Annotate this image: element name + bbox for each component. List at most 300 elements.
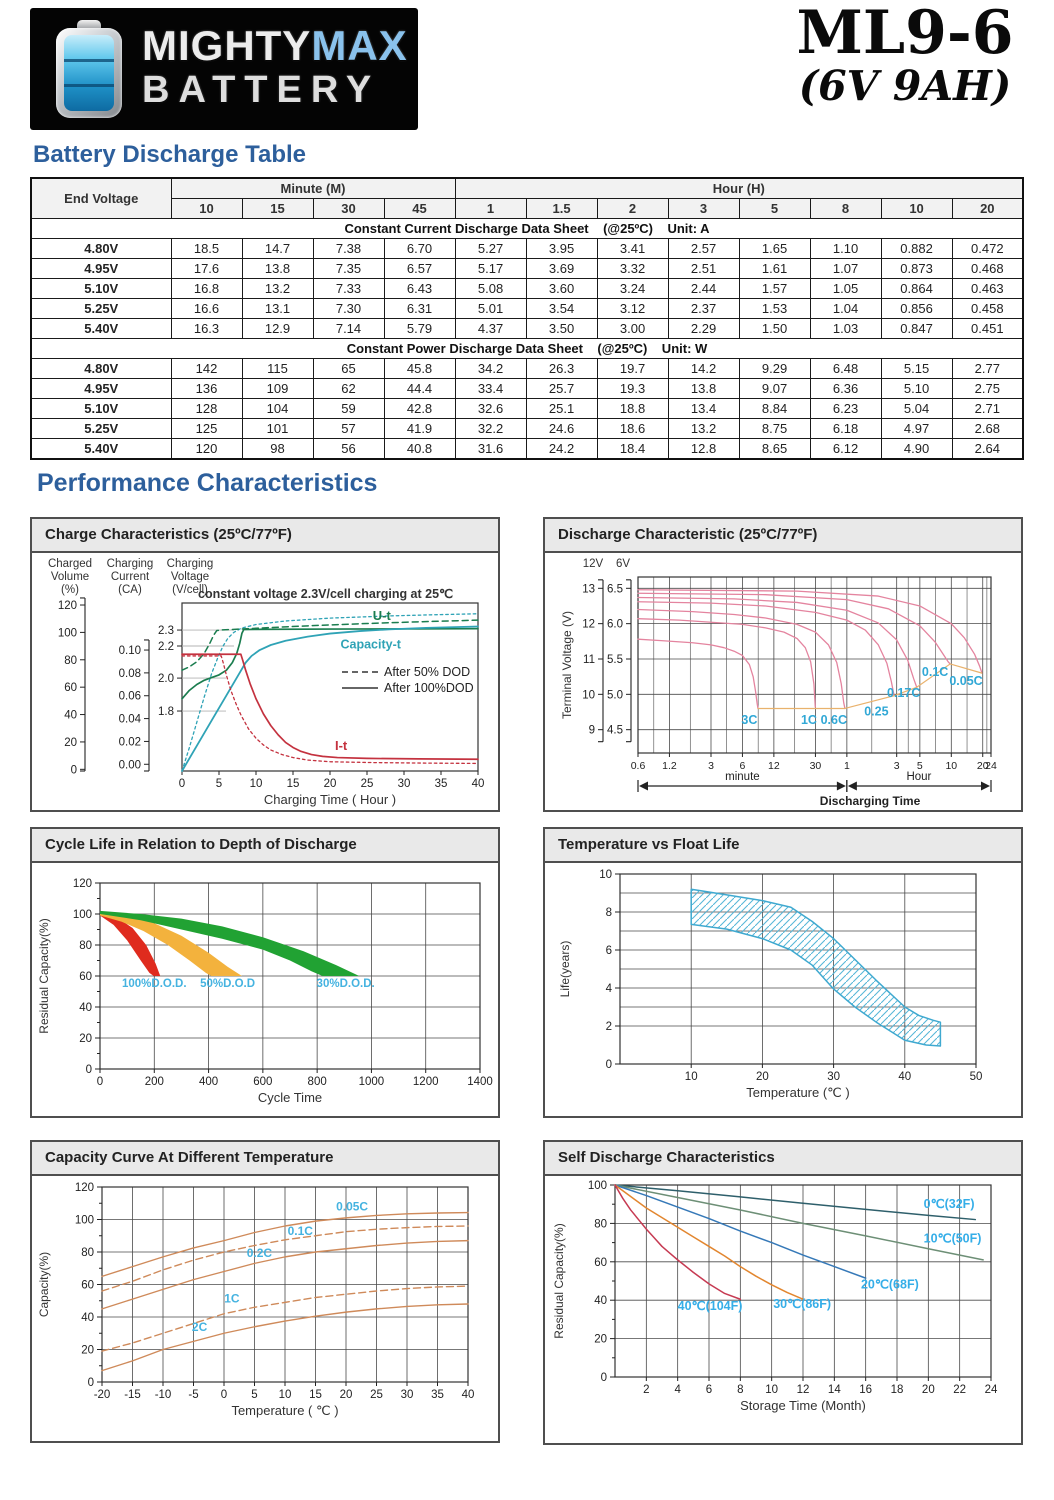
svg-text:100: 100: [57, 627, 77, 640]
svg-text:0℃(32F): 0℃(32F): [923, 1197, 975, 1212]
value-cell: 1.61: [739, 259, 810, 279]
svg-text:60: 60: [64, 682, 77, 695]
svg-text:Temperature ( ℃ ): Temperature ( ℃ ): [231, 1403, 339, 1418]
value-cell: 6.57: [384, 259, 455, 279]
value-cell: 5.10: [881, 379, 952, 399]
table-time-header: 8: [810, 199, 881, 219]
value-cell: 6.31: [384, 299, 455, 319]
svg-text:20: 20: [79, 1033, 92, 1045]
svg-text:ChargingCurrent(CA): Charging Current (CA): [106, 558, 154, 596]
value-cell: 41.9: [384, 419, 455, 439]
svg-text:0: 0: [70, 764, 77, 777]
value-cell: 5.04: [881, 399, 952, 419]
table-time-header: 45: [384, 199, 455, 219]
svg-text:0.6C: 0.6C: [820, 713, 848, 728]
svg-text:ChargedVolume(%): Charged Volume (%): [47, 558, 93, 596]
svg-text:22: 22: [953, 1384, 967, 1396]
svg-text:13: 13: [582, 583, 595, 596]
svg-text:0.08: 0.08: [118, 667, 141, 680]
svg-text:constant voltage 2.3V/cell cha: constant voltage 2.3V/cell charging at 25℃: [198, 587, 454, 601]
value-cell: 32.2: [455, 419, 526, 439]
table-section-title: Constant Power Discharge Data Sheet (@25ºC) Unit: W: [31, 339, 1023, 359]
svg-text:0: 0: [96, 1076, 104, 1088]
svg-text:80: 80: [64, 654, 77, 667]
svg-text:60: 60: [81, 1279, 94, 1292]
svg-text:5: 5: [916, 760, 923, 772]
battery-icon: [56, 20, 122, 118]
model-spec: (6V 9AH): [798, 62, 1012, 110]
value-cell: 13.8: [668, 379, 739, 399]
value-cell: 4.97: [881, 419, 952, 439]
table-group-header: Hour (H): [455, 178, 1023, 199]
value-cell: 5.08: [455, 279, 526, 299]
value-cell: 0.472: [952, 239, 1023, 259]
svg-text:Capacity-t: Capacity-t: [340, 637, 401, 652]
svg-text:1: 1: [843, 760, 850, 772]
svg-text:10: 10: [765, 1384, 779, 1396]
svg-text:200: 200: [144, 1076, 164, 1088]
table-row: [31, 319, 1023, 339]
table-group-header: Minute (M): [171, 178, 455, 199]
logo-battery: BATTERY: [142, 69, 381, 112]
table-row: [31, 299, 1023, 319]
svg-text:12V: 12V: [582, 558, 604, 570]
svg-text:120: 120: [57, 600, 77, 613]
svg-text:0.17C: 0.17C: [887, 686, 921, 701]
voltage-cell: 5.25V: [31, 299, 171, 319]
value-cell: 13.2: [242, 279, 313, 299]
svg-text:10: 10: [684, 1071, 698, 1083]
svg-text:4.5: 4.5: [607, 724, 623, 737]
svg-text:10: 10: [599, 869, 612, 881]
svg-text:24: 24: [984, 1384, 998, 1396]
panel-charge-characteristics: [30, 517, 500, 812]
table-time-header: 3: [668, 199, 739, 219]
svg-text:0.25: 0.25: [864, 704, 889, 719]
svg-text:0.2C: 0.2C: [246, 1245, 273, 1260]
svg-text:80: 80: [79, 940, 92, 952]
table-time-header: 10: [881, 199, 952, 219]
value-cell: 12.8: [668, 439, 739, 460]
table-row: [31, 279, 1023, 299]
series-3c: [638, 639, 758, 708]
value-cell: 5.17: [455, 259, 526, 279]
svg-text:Discharging Time: Discharging Time: [819, 794, 921, 808]
svg-text:Residual Capacity(%): Residual Capacity(%): [552, 1223, 566, 1339]
value-cell: 13.8: [242, 259, 313, 279]
svg-text:16: 16: [859, 1384, 873, 1396]
svg-text:3: 3: [708, 760, 714, 772]
panel-title: Capacity Curve At Different Temperature: [32, 1142, 498, 1176]
value-cell: 1.04: [810, 299, 881, 319]
svg-text:0.05C: 0.05C: [336, 1199, 369, 1214]
value-cell: 34.2: [455, 359, 526, 379]
svg-text:25: 25: [370, 1389, 383, 1401]
value-cell: 2.37: [668, 299, 739, 319]
table-corner-end-voltage: End Voltage: [31, 178, 171, 219]
svg-text:400: 400: [198, 1076, 219, 1088]
panel-title: Temperature vs Float Life: [545, 829, 1021, 863]
svg-text:0.6: 0.6: [630, 760, 646, 772]
value-cell: 3.54: [526, 299, 597, 319]
svg-text:14: 14: [827, 1384, 841, 1396]
svg-text:18: 18: [890, 1384, 904, 1396]
svg-text:100: 100: [72, 909, 92, 921]
svg-text:50: 50: [969, 1071, 983, 1083]
svg-text:2: 2: [605, 1021, 612, 1033]
svg-text:1C: 1C: [224, 1291, 240, 1306]
voltage-cell: 5.40V: [31, 439, 171, 460]
value-cell: 42.8: [384, 399, 455, 419]
value-cell: 25.7: [526, 379, 597, 399]
svg-text:-20: -20: [93, 1389, 111, 1401]
value-cell: 0.847: [881, 319, 952, 339]
table-time-header: 1.5: [526, 199, 597, 219]
svg-text:20: 20: [976, 760, 989, 772]
svg-text:2C: 2C: [191, 1319, 208, 1334]
svg-text:1400: 1400: [467, 1076, 493, 1088]
svg-text:20℃(68F): 20℃(68F): [860, 1277, 919, 1292]
svg-text:8: 8: [605, 907, 612, 919]
svg-text:20: 20: [921, 1384, 935, 1396]
value-cell: 31.6: [455, 439, 526, 460]
cycle-life-chart: [32, 863, 498, 1114]
table-time-header: 1: [455, 199, 526, 219]
value-cell: 17.6: [171, 259, 242, 279]
svg-text:Cycle Time: Cycle Time: [257, 1090, 323, 1105]
svg-text:0.00: 0.00: [118, 759, 141, 772]
svg-text:10℃(50F): 10℃(50F): [923, 1231, 982, 1246]
panel-capacity-curve: [30, 1140, 500, 1443]
value-cell: 0.463: [952, 279, 1023, 299]
svg-text:6.0: 6.0: [607, 618, 623, 631]
voltage-cell: 5.10V: [31, 399, 171, 419]
table-time-header: 2: [597, 199, 668, 219]
svg-text:0: 0: [85, 1064, 92, 1076]
voltage-cell: 4.95V: [31, 259, 171, 279]
svg-text:1200: 1200: [412, 1076, 439, 1088]
value-cell: 5.01: [455, 299, 526, 319]
svg-text:40: 40: [461, 1389, 475, 1401]
value-cell: 1.57: [739, 279, 810, 299]
svg-text:11: 11: [583, 653, 595, 666]
value-cell: 2.64: [952, 439, 1023, 460]
svg-text:600: 600: [253, 1076, 273, 1088]
svg-text:80: 80: [81, 1247, 94, 1259]
svg-text:0: 0: [87, 1377, 94, 1389]
svg-text:800: 800: [307, 1076, 327, 1088]
value-cell: 6.18: [810, 419, 881, 439]
svg-text:10: 10: [945, 760, 958, 772]
value-cell: 32.6: [455, 399, 526, 419]
svg-text:5.0: 5.0: [607, 689, 623, 702]
svg-text:6: 6: [605, 945, 612, 957]
svg-text:2.3: 2.3: [158, 625, 174, 638]
value-cell: 5.79: [384, 319, 455, 339]
table-time-header: 5: [739, 199, 810, 219]
svg-text:1.8: 1.8: [158, 706, 174, 719]
table-time-header: 30: [313, 199, 384, 219]
value-cell: 1.50: [739, 319, 810, 339]
value-cell: 25.1: [526, 399, 597, 419]
table-row: [31, 419, 1023, 439]
value-cell: 0.451: [952, 319, 1023, 339]
table-row: [31, 359, 1023, 379]
value-cell: 14.2: [668, 359, 739, 379]
value-cell: 1.53: [739, 299, 810, 319]
panel-temperature-float-life: [543, 827, 1023, 1118]
value-cell: 3.60: [526, 279, 597, 299]
svg-text:0: 0: [605, 1059, 612, 1071]
svg-text:Life(years): Life(years): [558, 940, 572, 998]
panel-cycle-life: [30, 827, 500, 1118]
svg-text:12: 12: [796, 1384, 810, 1396]
value-cell: 3.95: [526, 239, 597, 259]
svg-text:30℃(86F): 30℃(86F): [773, 1296, 832, 1311]
value-cell: 13.4: [668, 399, 739, 419]
charge-characteristics-chart: [32, 553, 498, 808]
svg-text:20: 20: [81, 1344, 94, 1357]
series-0-25c: [638, 602, 894, 696]
value-cell: 0.882: [881, 239, 952, 259]
svg-text:24: 24: [985, 760, 997, 772]
capacity-curve-chart: [32, 1176, 498, 1439]
svg-text:2.0: 2.0: [158, 673, 174, 686]
discharge-characteristic-chart: [545, 553, 1021, 808]
value-cell: 120: [171, 439, 242, 460]
value-cell: 8.65: [739, 439, 810, 460]
svg-text:40: 40: [594, 1295, 607, 1308]
value-cell: 7.35: [313, 259, 384, 279]
svg-text:100: 100: [587, 1180, 607, 1192]
value-cell: 12.9: [242, 319, 313, 339]
temperature-float-life-chart: [545, 863, 1021, 1114]
svg-text:U-t: U-t: [372, 607, 391, 623]
value-cell: 62: [313, 379, 384, 399]
value-cell: 26.3: [526, 359, 597, 379]
self-discharge-chart: [545, 1176, 1021, 1443]
svg-text:120: 120: [72, 878, 92, 890]
value-cell: 9.07: [739, 379, 810, 399]
value-cell: 1.03: [810, 319, 881, 339]
value-cell: 7.38: [313, 239, 384, 259]
value-cell: 18.8: [597, 399, 668, 419]
value-cell: 6.12: [810, 439, 881, 460]
value-cell: 3.50: [526, 319, 597, 339]
svg-text:After 50% DOD: After 50% DOD: [384, 665, 471, 679]
logo-text: [142, 24, 408, 111]
svg-text:Charging Time ( Hour ): Charging Time ( Hour ): [263, 792, 397, 807]
svg-text:35: 35: [431, 1389, 444, 1401]
value-cell: 2.44: [668, 279, 739, 299]
table-time-header: 20: [952, 199, 1023, 219]
table-row: [31, 239, 1023, 259]
svg-text:15: 15: [309, 1389, 322, 1401]
series-float-life-range: [691, 889, 940, 1046]
value-cell: 0.458: [952, 299, 1023, 319]
svg-text:Residual Capacity(%): Residual Capacity(%): [37, 918, 51, 1034]
value-cell: 0.468: [952, 259, 1023, 279]
value-cell: 13.1: [242, 299, 313, 319]
svg-text:6: 6: [705, 1384, 713, 1396]
value-cell: 4.37: [455, 319, 526, 339]
table-row: [31, 439, 1023, 460]
value-cell: 44.4: [384, 379, 455, 399]
table-section-title-row: [31, 219, 1023, 239]
brand-logo: [30, 8, 418, 130]
value-cell: 136: [171, 379, 242, 399]
value-cell: 2.71: [952, 399, 1023, 419]
svg-text:30%D.O.D.: 30%D.O.D.: [316, 977, 375, 990]
value-cell: 1.10: [810, 239, 881, 259]
svg-text:30: 30: [400, 1389, 414, 1401]
value-cell: 3.00: [597, 319, 668, 339]
svg-text:12: 12: [768, 760, 780, 772]
series-0-32f-: [615, 1185, 975, 1220]
value-cell: 98: [242, 439, 313, 460]
svg-text:100: 100: [74, 1214, 94, 1227]
svg-text:20: 20: [339, 1389, 353, 1401]
value-cell: 45.8: [384, 359, 455, 379]
panel-discharge-characteristic: [543, 517, 1023, 812]
svg-text:35: 35: [434, 778, 448, 790]
svg-text:9: 9: [588, 724, 595, 737]
value-cell: 1.05: [810, 279, 881, 299]
svg-text:6: 6: [739, 760, 746, 772]
value-cell: 8.75: [739, 419, 810, 439]
value-cell: 104: [242, 399, 313, 419]
value-cell: 0.856: [881, 299, 952, 319]
value-cell: 8.84: [739, 399, 810, 419]
svg-text:1000: 1000: [358, 1076, 385, 1088]
svg-text:6.5: 6.5: [607, 583, 623, 596]
svg-text:40: 40: [898, 1071, 912, 1083]
svg-text:Capacity(%): Capacity(%): [37, 1251, 51, 1318]
svg-text:30: 30: [809, 760, 822, 772]
svg-text:0: 0: [178, 778, 186, 790]
svg-text:Hour: Hour: [906, 771, 932, 783]
value-cell: 4.90: [881, 439, 952, 460]
series-capacity-t-after-100-dod: [182, 627, 478, 771]
table-row: [31, 379, 1023, 399]
value-cell: 9.29: [739, 359, 810, 379]
svg-text:20: 20: [323, 778, 337, 790]
value-cell: 7.14: [313, 319, 384, 339]
voltage-cell: 5.10V: [31, 279, 171, 299]
model-block: [780, 0, 1030, 110]
svg-text:Temperature (℃ ): Temperature (℃ ): [746, 1085, 850, 1100]
voltage-cell: 5.25V: [31, 419, 171, 439]
svg-text:-15: -15: [124, 1389, 141, 1401]
svg-text:After 100%DOD: After 100%DOD: [384, 681, 474, 695]
svg-text:-5: -5: [188, 1389, 199, 1401]
svg-text:10: 10: [278, 1389, 292, 1401]
svg-text:40℃(104F): 40℃(104F): [677, 1298, 743, 1313]
svg-text:5.5: 5.5: [607, 653, 623, 666]
svg-text:10: 10: [582, 689, 595, 702]
panel-title: Discharge Characteristic (25ºC/77ºF): [545, 519, 1021, 553]
value-cell: 3.12: [597, 299, 668, 319]
svg-text:0: 0: [600, 1372, 607, 1384]
svg-text:1C: 1C: [800, 713, 817, 728]
value-cell: 19.3: [597, 379, 668, 399]
value-cell: 3.69: [526, 259, 597, 279]
svg-text:30: 30: [397, 778, 411, 790]
value-cell: 40.8: [384, 439, 455, 460]
svg-text:3: 3: [893, 760, 900, 772]
voltage-cell: 4.80V: [31, 359, 171, 379]
value-cell: 59: [313, 399, 384, 419]
value-cell: 1.65: [739, 239, 810, 259]
value-cell: 115: [242, 359, 313, 379]
panel-title: Charge Characteristics (25ºC/77ºF): [32, 519, 498, 553]
table-section-title: Constant Current Discharge Data Sheet (@25ºC) Unit: A: [31, 219, 1023, 239]
svg-text:0.1C: 0.1C: [287, 1223, 313, 1238]
svg-text:4: 4: [605, 983, 612, 995]
svg-text:80: 80: [594, 1218, 607, 1231]
svg-text:0.04: 0.04: [118, 713, 141, 726]
value-cell: 57: [313, 419, 384, 439]
svg-text:10: 10: [249, 778, 263, 790]
svg-text:30: 30: [827, 1071, 840, 1083]
svg-text:60: 60: [79, 971, 92, 983]
panel-title: Self Discharge Characteristics: [545, 1142, 1021, 1176]
value-cell: 101: [242, 419, 313, 439]
value-cell: 5.15: [881, 359, 952, 379]
value-cell: 1.07: [810, 259, 881, 279]
table-time-header: 15: [242, 199, 313, 219]
svg-text:2: 2: [643, 1384, 650, 1396]
value-cell: 2.29: [668, 319, 739, 339]
value-cell: 6.70: [384, 239, 455, 259]
value-cell: 18.4: [597, 439, 668, 460]
value-cell: 65: [313, 359, 384, 379]
svg-text:2.2: 2.2: [158, 641, 174, 654]
svg-text:Terminal Voltage (V): Terminal Voltage (V): [560, 610, 574, 720]
svg-text:6V: 6V: [615, 558, 631, 570]
table-row: [31, 259, 1023, 279]
value-cell: 16.3: [171, 319, 242, 339]
svg-text:8: 8: [737, 1384, 744, 1396]
battery-discharge-table: [30, 177, 1024, 460]
value-cell: 5.27: [455, 239, 526, 259]
svg-text:0: 0: [220, 1389, 228, 1401]
value-cell: 0.864: [881, 279, 952, 299]
svg-text:15: 15: [286, 778, 300, 790]
value-cell: 0.873: [881, 259, 952, 279]
panel-title: Cycle Life in Relation to Depth of Discharge: [32, 829, 498, 863]
svg-text:100%D.O.D.: 100%D.O.D.: [122, 977, 187, 990]
value-cell: 2.68: [952, 419, 1023, 439]
value-cell: 7.33: [313, 279, 384, 299]
voltage-cell: 5.40V: [31, 319, 171, 339]
logo-mighty: MIGHTY: [142, 22, 312, 69]
value-cell: 14.7: [242, 239, 313, 259]
voltage-cell: 4.95V: [31, 379, 171, 399]
panel-self-discharge: [543, 1140, 1023, 1445]
value-cell: 6.23: [810, 399, 881, 419]
svg-text:50%D.O.D: 50%D.O.D: [200, 977, 256, 990]
svg-text:1.2: 1.2: [662, 760, 677, 772]
value-cell: 142: [171, 359, 242, 379]
value-cell: 2.75: [952, 379, 1023, 399]
section-title-discharge-table: Battery Discharge Table: [33, 141, 306, 168]
value-cell: 24.2: [526, 439, 597, 460]
value-cell: 2.57: [668, 239, 739, 259]
svg-text:40: 40: [471, 778, 485, 790]
svg-text:12: 12: [582, 618, 595, 631]
value-cell: 6.43: [384, 279, 455, 299]
